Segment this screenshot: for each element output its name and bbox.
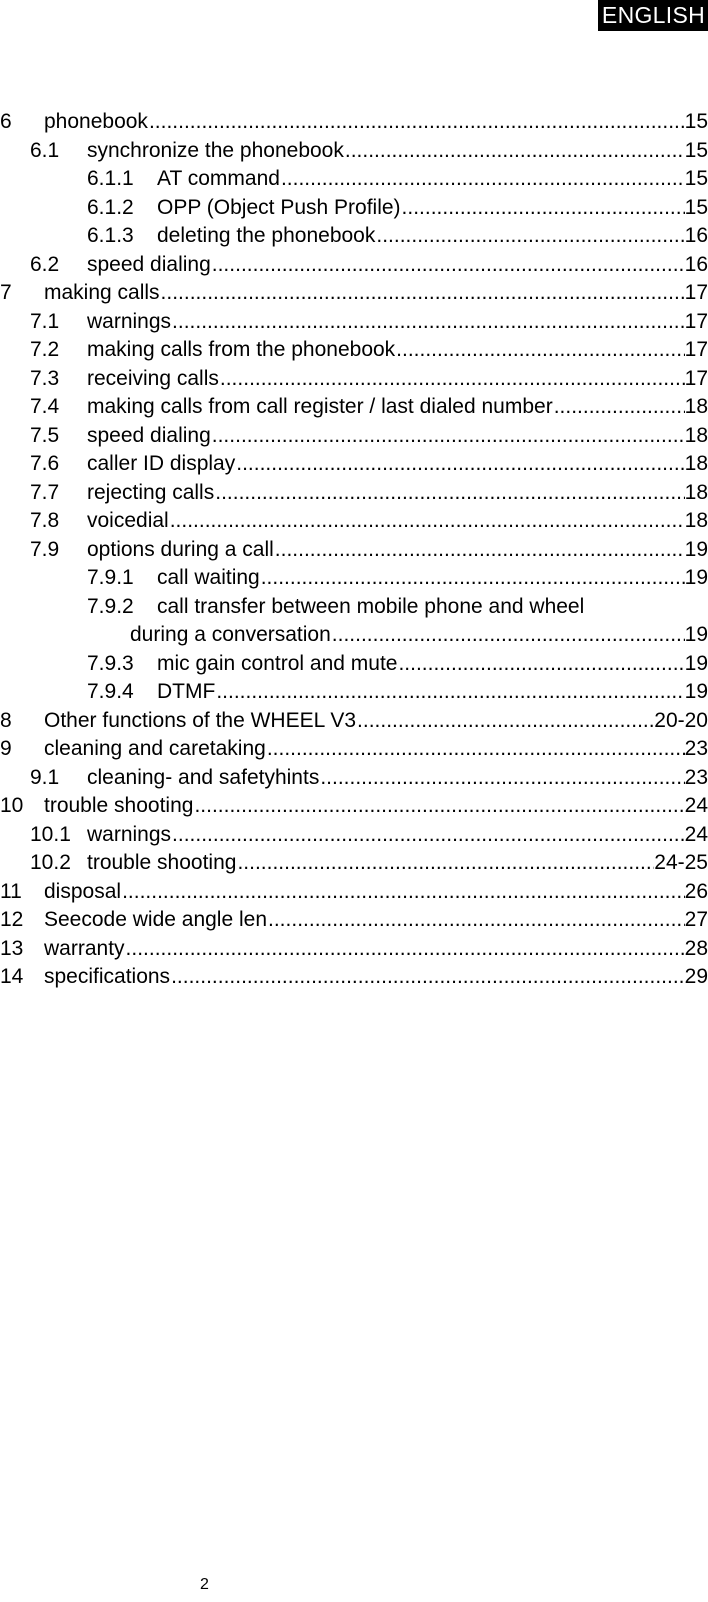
toc-dot-leader — [260, 564, 685, 593]
toc-entry-page: 29 — [684, 965, 708, 988]
toc-dot-leader — [344, 137, 685, 166]
toc-entry-page: 18 — [684, 395, 708, 418]
toc-entry-title: cleaning and caretaking — [44, 737, 266, 760]
toc-entry[interactable] — [0, 279, 708, 308]
toc-entry-number: 6.1.3 — [87, 224, 134, 247]
toc-entry-page: 20-20 — [654, 708, 708, 732]
toc-entry-title: warnings — [87, 309, 172, 333]
toc-entry-number: 7.3 — [30, 366, 60, 390]
toc-dot-leader — [125, 935, 685, 964]
toc-entry-title: specifications — [44, 965, 171, 988]
toc-dot-leader — [160, 279, 685, 308]
toc-entry-title: cleaning- and safetyhints — [87, 765, 320, 789]
toc-entry[interactable] — [0, 479, 708, 508]
toc-dot-leader — [267, 906, 685, 935]
toc-dot-leader — [148, 108, 685, 137]
toc-dot-leader — [331, 621, 685, 650]
toc-entry-page: 15 — [684, 195, 708, 219]
toc-entry[interactable] — [0, 593, 708, 622]
toc-entry[interactable] — [0, 650, 708, 679]
toc-entry-number: 9.1 — [30, 765, 60, 789]
toc-entry[interactable] — [0, 935, 708, 964]
toc-entry-page: 19 — [684, 566, 708, 589]
toc-entry-title: rejecting calls — [87, 480, 215, 504]
toc-dot-leader — [274, 536, 685, 565]
toc-entry[interactable] — [0, 849, 708, 878]
toc-entry[interactable] — [0, 792, 708, 821]
toc-entry-number: 7.9 — [30, 537, 60, 561]
toc-entry-number: 7.8 — [30, 509, 60, 532]
toc-entry[interactable] — [0, 450, 708, 479]
toc-entry-title: Seecode wide angle len — [44, 908, 268, 931]
toc-entry-number: 9 — [0, 737, 12, 760]
toc-entry-number: 10.2 — [30, 851, 71, 874]
toc-entry-page: 17 — [684, 309, 708, 333]
toc-entry-title: receiving calls — [87, 366, 219, 390]
toc-entry[interactable] — [0, 393, 708, 422]
toc-dot-leader — [193, 792, 684, 821]
toc-entry[interactable] — [0, 108, 708, 137]
toc-entry-title: OPP (Object Push Profile) — [157, 195, 401, 219]
language-badge: ENGLISH — [598, 0, 708, 31]
toc-entry-page: 24 — [684, 794, 708, 817]
toc-entry-number: 10 — [0, 794, 24, 817]
toc-entry-page: 16 — [684, 252, 708, 276]
toc-entry[interactable] — [0, 764, 708, 793]
toc-entry-page: 18 — [684, 452, 708, 475]
toc-entry-number: 6.1.2 — [87, 195, 134, 219]
toc-entry-page: 27 — [684, 908, 708, 931]
toc-entry-page: 19 — [684, 537, 708, 561]
toc-entry-page: 17 — [684, 366, 708, 390]
toc-entry-page: 15 — [684, 167, 708, 190]
toc-entry-number: 6.2 — [30, 252, 60, 276]
toc-entry-title: trouble shooting — [44, 794, 194, 817]
toc-entry-title: disposal — [44, 879, 122, 903]
toc-dot-leader — [171, 308, 685, 337]
toc-dot-leader — [211, 251, 685, 280]
toc-entry[interactable] — [0, 222, 708, 251]
toc-entry-number: 6.1 — [30, 138, 60, 162]
toc-entry-title: making calls from the phonebook — [87, 338, 396, 361]
toc-entry-number: 7.4 — [30, 395, 60, 418]
toc-entry-title: speed dialing — [87, 252, 211, 276]
toc-entry-title: caller ID display — [87, 452, 236, 475]
toc-entry-title: mic gain control and mute — [157, 651, 398, 675]
toc-dot-leader — [169, 507, 685, 536]
toc-dot-leader — [401, 194, 685, 223]
toc-entry-title: voicedial — [87, 509, 169, 532]
toc-entry-title: call waiting — [157, 566, 260, 589]
toc-dot-leader — [397, 650, 684, 679]
toc-entry-number: 6.1.1 — [87, 167, 134, 190]
toc-entry-page: 17 — [684, 281, 708, 304]
toc-dot-leader — [280, 165, 685, 194]
toc-entry-number: 6 — [0, 110, 12, 133]
toc-entry[interactable] — [0, 678, 708, 707]
toc-entry-number: 7.9.2 — [87, 594, 134, 618]
toc-dot-leader — [395, 336, 684, 365]
toc-entry-number: 7.9.1 — [87, 566, 134, 589]
toc-entry[interactable] — [0, 251, 708, 280]
toc-entry-page: 18 — [684, 423, 708, 447]
toc-entry[interactable] — [0, 821, 708, 850]
toc-entry-page: 23 — [684, 737, 708, 760]
toc-entry-title: options during a call — [87, 537, 274, 561]
toc-entry-title: AT command — [157, 167, 280, 190]
toc-entry-page: 28 — [684, 936, 708, 960]
toc-dot-leader — [215, 678, 684, 707]
toc-entry-number: 7 — [0, 281, 12, 304]
toc-dot-leader — [214, 479, 684, 508]
toc-entry[interactable] — [0, 194, 708, 223]
toc-entry-number: 13 — [0, 936, 24, 960]
toc-dot-leader — [121, 878, 685, 907]
toc-entry-number: 7.1 — [30, 309, 60, 333]
toc-entry-page: 15 — [684, 110, 708, 133]
toc-entry[interactable] — [0, 308, 708, 337]
toc-entry-number: 10.1 — [30, 822, 71, 846]
toc-entry[interactable] — [0, 536, 708, 565]
toc-entry-number: 7.7 — [30, 480, 60, 504]
toc-entry-page: 16 — [684, 224, 708, 247]
toc-dot-leader — [375, 222, 684, 251]
toc-entry-number: 7.9.4 — [87, 680, 134, 703]
toc-entry[interactable] — [0, 365, 708, 394]
toc-entry-number: 12 — [0, 908, 24, 931]
toc-entry[interactable] — [0, 422, 708, 451]
toc-dot-leader — [266, 735, 685, 764]
toc-entry-page: 19 — [684, 623, 708, 646]
toc-entry[interactable] — [0, 906, 708, 935]
toc-entry-page: 19 — [684, 651, 708, 675]
toc-entry[interactable] — [0, 735, 708, 764]
toc-dot-leader — [219, 365, 685, 394]
toc-entry-title: making calls — [44, 281, 160, 304]
toc-entry-title: making calls from call register / last dialed number — [87, 395, 553, 418]
toc-entry[interactable] — [0, 963, 708, 992]
toc-dot-leader — [171, 821, 685, 850]
toc-entry-title: phonebook — [44, 110, 148, 133]
toc-entry-title: trouble shooting — [87, 851, 237, 874]
toc-entry-number: 7.6 — [30, 452, 60, 475]
toc-entry-title: warnings — [87, 822, 172, 846]
toc-entry-title: deleting the phonebook — [157, 224, 376, 247]
toc-entry-page: 23 — [684, 765, 708, 789]
toc-entry-number: 7.5 — [30, 423, 60, 447]
toc-entry[interactable] — [0, 621, 708, 650]
toc-entry-number: 7.2 — [30, 338, 60, 361]
toc-entry[interactable] — [0, 507, 708, 536]
toc-entry-title: synchronize the phonebook — [87, 138, 344, 162]
toc-entry-title: during a conversation — [130, 623, 331, 646]
toc-entry[interactable] — [0, 336, 708, 365]
toc-entry-number: 14 — [0, 965, 24, 988]
toc-entry[interactable] — [0, 707, 708, 736]
toc-entry-page: 24-25 — [654, 851, 708, 874]
toc-dot-leader — [356, 707, 654, 736]
toc-entry-title: warranty — [44, 936, 125, 960]
toc-entry-page: 18 — [684, 480, 708, 504]
toc-entry-number: 11 — [0, 879, 22, 903]
toc-dot-leader — [236, 849, 654, 878]
toc-entry-page: 17 — [684, 338, 708, 361]
toc-entry-title: call transfer between mobile phone and wheel — [157, 594, 585, 618]
toc-entry-title: DTMF — [157, 680, 216, 703]
toc-dot-leader — [211, 422, 685, 451]
toc-entry-title: Other functions of the WHEEL V3 — [44, 708, 357, 732]
table-of-contents — [0, 108, 708, 992]
toc-entry-page: 18 — [684, 509, 708, 532]
page-number: 2 — [200, 1576, 209, 1593]
toc-dot-leader — [235, 450, 684, 479]
toc-dot-leader — [319, 764, 684, 793]
toc-entry[interactable] — [0, 878, 708, 907]
toc-entry-page: 15 — [684, 138, 708, 162]
toc-entry-number: 7.9.3 — [87, 651, 134, 675]
toc-entry[interactable] — [0, 564, 708, 593]
toc-entry-number: 8 — [0, 708, 12, 732]
toc-entry-page: 26 — [684, 879, 708, 903]
toc-dot-leader — [553, 393, 685, 422]
toc-entry[interactable] — [0, 137, 708, 166]
toc-dot-leader — [170, 963, 685, 992]
toc-entry-title: speed dialing — [87, 423, 211, 447]
toc-entry[interactable] — [0, 165, 708, 194]
toc-entry-page: 24 — [684, 822, 708, 846]
toc-entry-page: 19 — [684, 680, 708, 703]
